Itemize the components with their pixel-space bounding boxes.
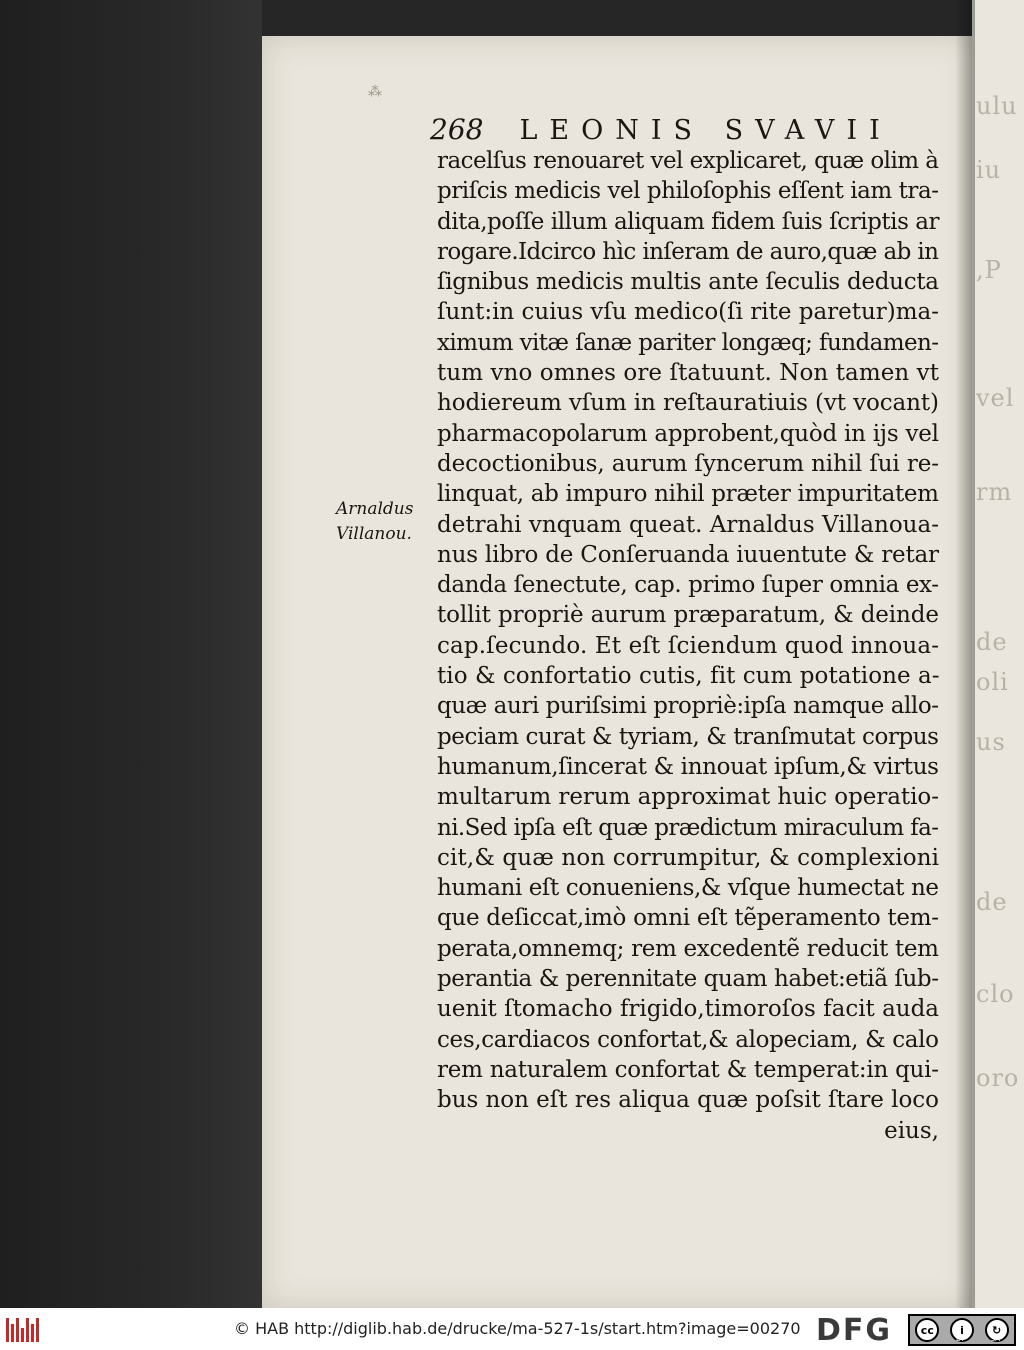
text-line: humani eſt conueniens,& vſque humectat ne (437, 875, 939, 902)
cc-icon: cc (915, 1318, 939, 1342)
text-line: racelſus renouaret vel explicaret, quæ olim à (437, 148, 939, 174)
paper-mark: ⁂ (368, 84, 382, 100)
text-line: tum vno omnes ore ſtatuunt. Non tamen vt (437, 360, 940, 387)
page-number: 268 (430, 113, 484, 146)
text-line: dita,poſſe illum aliquam fidem ſuis ſcriptis ar (437, 208, 940, 235)
catchword: eius, (884, 1117, 939, 1144)
text-line: rogare.Idcirco hìc inſeram de auro,quæ ab in (437, 238, 939, 265)
facing-page-edge: ulu iu ,P vel rm de oli us de clo oro (972, 0, 1024, 1308)
dfg-logo[interactable]: DFG (816, 1313, 893, 1348)
text-line: tollit propriè aurum præparatum, & deinde (437, 602, 939, 629)
text-line: ximum vitæ ſanæ pariter longæq; fundamen- (437, 329, 939, 356)
text-line: tio & confortatio cutis, fit cum potatione a- (437, 663, 940, 690)
body-text (437, 146, 939, 1146)
text-line: ſignibus medicis multis ante ſeculis deducta (437, 269, 939, 296)
cc-license-badge[interactable] (908, 1314, 1016, 1346)
citation-link[interactable]: © HAB http://diglib.hab.de/drucke/ma-527-1s/start.htm?image=00270 (234, 1319, 801, 1338)
text-line: perata,omnemq; rem excedentẽ reducit tem (437, 935, 939, 962)
hab-logo-icon[interactable] (6, 1318, 40, 1342)
text-line: quæ auri puriſsimi propriè:ipſa namque allo- (437, 693, 939, 720)
margin-note (336, 497, 432, 547)
running-title: LEONIS SVAVII (519, 115, 892, 146)
text-line: linquat, ab impuro nihil præter impuritatem (437, 481, 939, 508)
text-line: nus libro de Conſeruanda iuuentute & retar (437, 541, 939, 568)
text-line: rem naturalem confortat & temperat:in qui- (437, 1056, 939, 1083)
text-line: peciam curat & tyriam, & tranſmutat corpus (437, 723, 939, 750)
text-line: que deſiccat,imò omni eſt tẽperamento tem- (437, 905, 939, 932)
text-line: multarum rerum approximat huic operatio- (437, 784, 939, 811)
margin-note-line: Arnaldus (336, 499, 414, 519)
text-line: pharmacopolarum approbent,quòd in ijs vel (437, 420, 939, 447)
text-line: bus non eſt res aliqua quæ poſsit ſtare loco (437, 1087, 939, 1114)
dark-background (0, 0, 262, 1308)
viewer-footer (0, 1308, 1024, 1350)
text-line: ſunt:in cuius vſu medico(ſi rite paretur)ma- (437, 299, 939, 326)
text-line: uenit ſtomacho frigido,timoroſos facit auda (437, 996, 939, 1023)
by-label: BY (955, 1335, 965, 1343)
text-line: decoctionibus, aurum ſyncerum nihil ſui re- (437, 450, 939, 477)
text-line: danda ſenectute, cap. primo ſuper omnia ex- (437, 572, 939, 599)
sa-label: SA (990, 1335, 1001, 1343)
text-line: cit,& quæ non corrumpitur, & complexioni (437, 844, 940, 871)
page-gutter-shadow (955, 0, 975, 1308)
text-line: hodiereum vſum in reſtauratiuis (vt vocant) (437, 390, 939, 417)
margin-note-line: Villanou. (336, 524, 412, 544)
text-line: cap.ſecundo. Et eſt ſciendum quod innoua- (437, 632, 940, 659)
text-line: perantia & perennitate quam habet:etiã ſub- (437, 966, 939, 993)
text-line: humanum,ſincerat & innouat ipſum,& virtus (437, 753, 939, 780)
attribution-icon: i (950, 1318, 974, 1342)
text-line: detrahi vnquam queat. Arnaldus Villanoua- (437, 511, 939, 538)
text-line: ni.Sed ipſa eſt quæ prædictum miraculum fa- (437, 814, 939, 841)
share-alike-icon: ↻ (985, 1318, 1009, 1342)
text-line: ces,cardiacos confortat,& alopeciam, & calo (437, 1026, 939, 1053)
text-line: priſcis medicis vel philoſophis eſſent iam tra- (437, 178, 939, 205)
